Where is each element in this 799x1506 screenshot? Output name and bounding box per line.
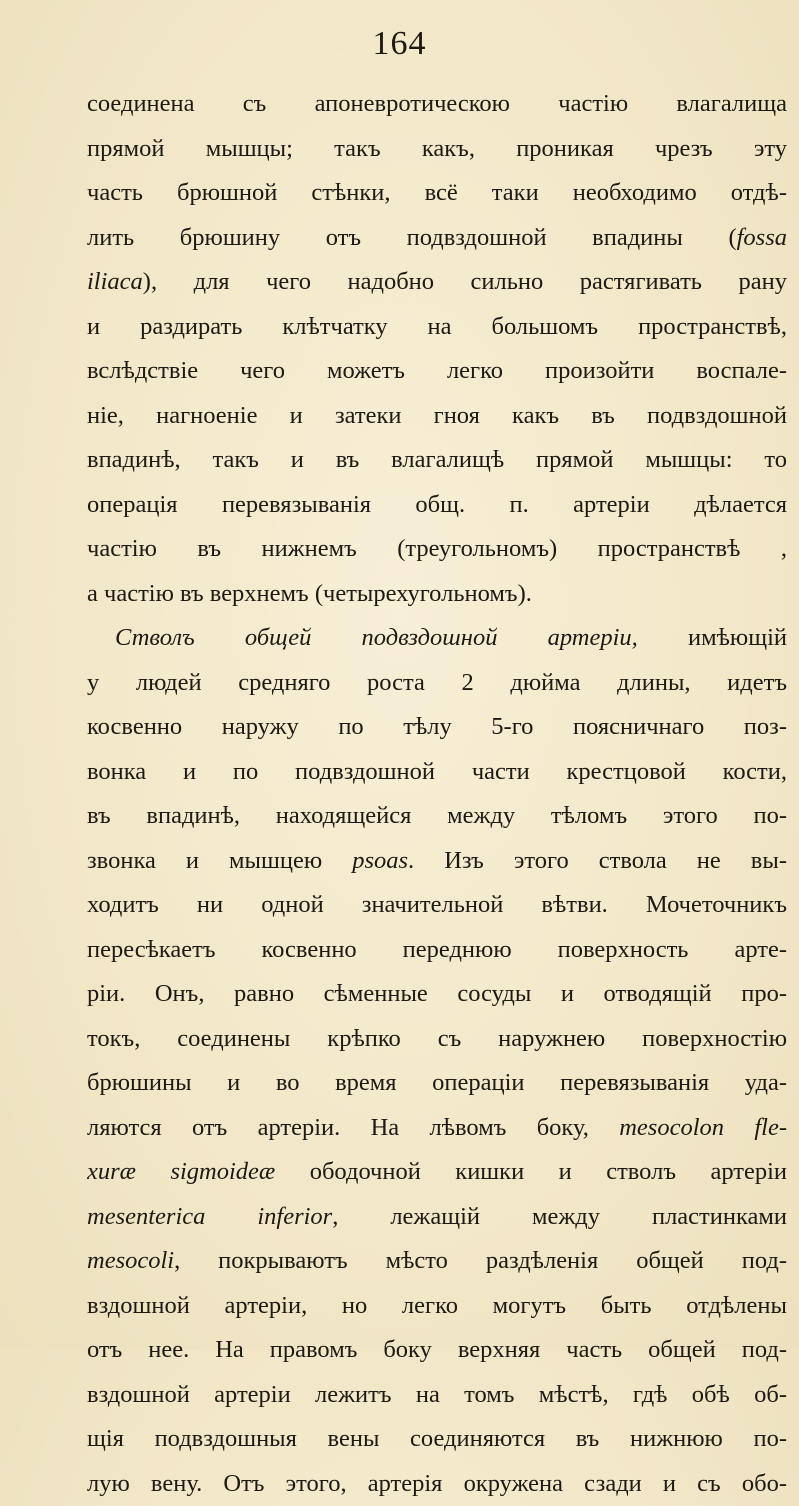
text-line bbox=[87, 661, 787, 706]
text-segment: отъ нее. На правомъ боку верхняя часть общей под- bbox=[87, 1336, 787, 1363]
text-segment: ніе, нагноеніе и затеки гноя какъ въ подвздошной bbox=[87, 402, 787, 429]
text-line bbox=[87, 1150, 787, 1195]
text-segment: прямой мышцы; такъ какъ, проникая чрезъ эту bbox=[87, 135, 787, 162]
text-line bbox=[87, 216, 787, 261]
text-line bbox=[87, 972, 787, 1017]
text-line bbox=[87, 750, 787, 795]
text-line bbox=[87, 1195, 787, 1240]
text-line bbox=[87, 127, 787, 172]
text-segment: пересѣкаетъ косвенно переднюю поверхность арте- bbox=[87, 936, 787, 963]
text-line bbox=[87, 1017, 787, 1062]
text-line bbox=[87, 1284, 787, 1329]
italic-term: fossa bbox=[737, 224, 787, 251]
body-text bbox=[87, 82, 787, 1506]
text-segment: звонка и мышцею bbox=[87, 847, 352, 874]
page-number: 164 bbox=[0, 22, 799, 66]
text-line bbox=[87, 1239, 787, 1284]
text-segment: . Изъ этого ствола не вы- bbox=[408, 847, 787, 874]
text-line bbox=[87, 928, 787, 973]
text-segment: ), для чего надобно сильно растягивать рану bbox=[143, 268, 787, 295]
text-line bbox=[87, 349, 787, 394]
text-segment: операція перевязыванія общ. п. артеріи дѣлается bbox=[87, 491, 787, 518]
text-segment: щія подвздошныя вены соединяются въ нижнюю по- bbox=[87, 1425, 787, 1452]
text-segment: у людей средняго роста 2 дюйма длины, идетъ bbox=[87, 669, 787, 696]
text-line bbox=[87, 572, 787, 617]
text-segment: ляются отъ артеріи. На лѣвомъ боку, bbox=[87, 1114, 619, 1141]
text-segment: а частію въ верхнемъ (четырехугольномъ). bbox=[87, 580, 532, 607]
text-line bbox=[87, 527, 787, 572]
text-segment: лую вену. Отъ этого, артерія окружена сзади и съ обо- bbox=[87, 1470, 787, 1497]
text-line bbox=[87, 260, 787, 305]
text-line bbox=[87, 1462, 787, 1506]
text-segment: вонка и по подвздошной части крестцовой кости, bbox=[87, 758, 787, 785]
text-line bbox=[87, 171, 787, 216]
text-line bbox=[87, 883, 787, 928]
text-line bbox=[87, 794, 787, 839]
text-segment: вздошной артеріи лежитъ на томъ мѣстѣ, гдѣ обѣ об- bbox=[87, 1381, 787, 1408]
text-segment: токъ, соединены крѣпко съ наружнею поверхностію bbox=[87, 1025, 787, 1052]
text-line bbox=[87, 394, 787, 439]
text-segment: косвенно наружу по тѣлу 5-го поясничнаго поз- bbox=[87, 713, 787, 740]
text-segment: имѣющій bbox=[638, 624, 787, 651]
text-segment: лить брюшину отъ подвздошной впадины ( bbox=[87, 224, 737, 251]
text-line bbox=[87, 483, 787, 528]
text-segment: , покрываютъ мѣсто раздѣленія общей под- bbox=[174, 1247, 787, 1274]
text-line bbox=[87, 839, 787, 884]
italic-term: Стволъ общей подвздошной артеріи, bbox=[115, 624, 638, 651]
text-segment: ріи. Онъ, равно сѣменные сосуды и отводящій про- bbox=[87, 980, 787, 1007]
italic-term: mesocolon fle- bbox=[619, 1114, 787, 1141]
italic-term: mesocoli bbox=[87, 1247, 174, 1274]
italic-term: xuræ sigmoideæ bbox=[87, 1158, 275, 1185]
text-line bbox=[87, 1373, 787, 1418]
text-segment: вслѣдствіе чего можетъ легко произойти воспале- bbox=[87, 357, 787, 384]
text-segment: ободочной кишки и стволъ артеріи bbox=[275, 1158, 787, 1185]
text-segment: , лежащій между пластинками bbox=[332, 1203, 787, 1230]
text-segment: частію въ нижнемъ (треугольномъ) пространствѣ , bbox=[87, 535, 787, 562]
text-segment: впадинѣ, такъ и въ влагалищѣ прямой мышцы: то bbox=[87, 446, 787, 473]
text-segment: ходитъ ни одной значительной вѣтви. Мочеточникъ bbox=[87, 891, 787, 918]
text-segment: и раздирать клѣтчатку на большомъ пространствѣ, bbox=[87, 313, 787, 340]
text-line bbox=[87, 82, 787, 127]
italic-term: iliaca bbox=[87, 268, 143, 295]
italic-term: mesenterica inferior bbox=[87, 1203, 332, 1230]
text-line bbox=[87, 305, 787, 350]
text-line bbox=[87, 438, 787, 483]
text-segment: брюшины и во время операціи перевязыванія уда- bbox=[87, 1069, 787, 1096]
text-line bbox=[87, 1061, 787, 1106]
text-line bbox=[87, 1417, 787, 1462]
text-segment: въ впадинѣ, находящейся между тѣломъ этого по- bbox=[87, 802, 787, 829]
text-line bbox=[87, 705, 787, 750]
text-segment: часть брюшной стѣнки, всё таки необходимо отдѣ- bbox=[87, 179, 787, 206]
italic-term: psoas bbox=[352, 847, 408, 874]
text-line bbox=[87, 1106, 787, 1151]
text-line bbox=[87, 1328, 787, 1373]
text-segment: соединена съ апоневротическою частію влагалища bbox=[87, 90, 787, 117]
text-segment: вздошной артеріи, но легко могутъ быть отдѣлены bbox=[87, 1292, 787, 1319]
text-line bbox=[87, 616, 787, 661]
